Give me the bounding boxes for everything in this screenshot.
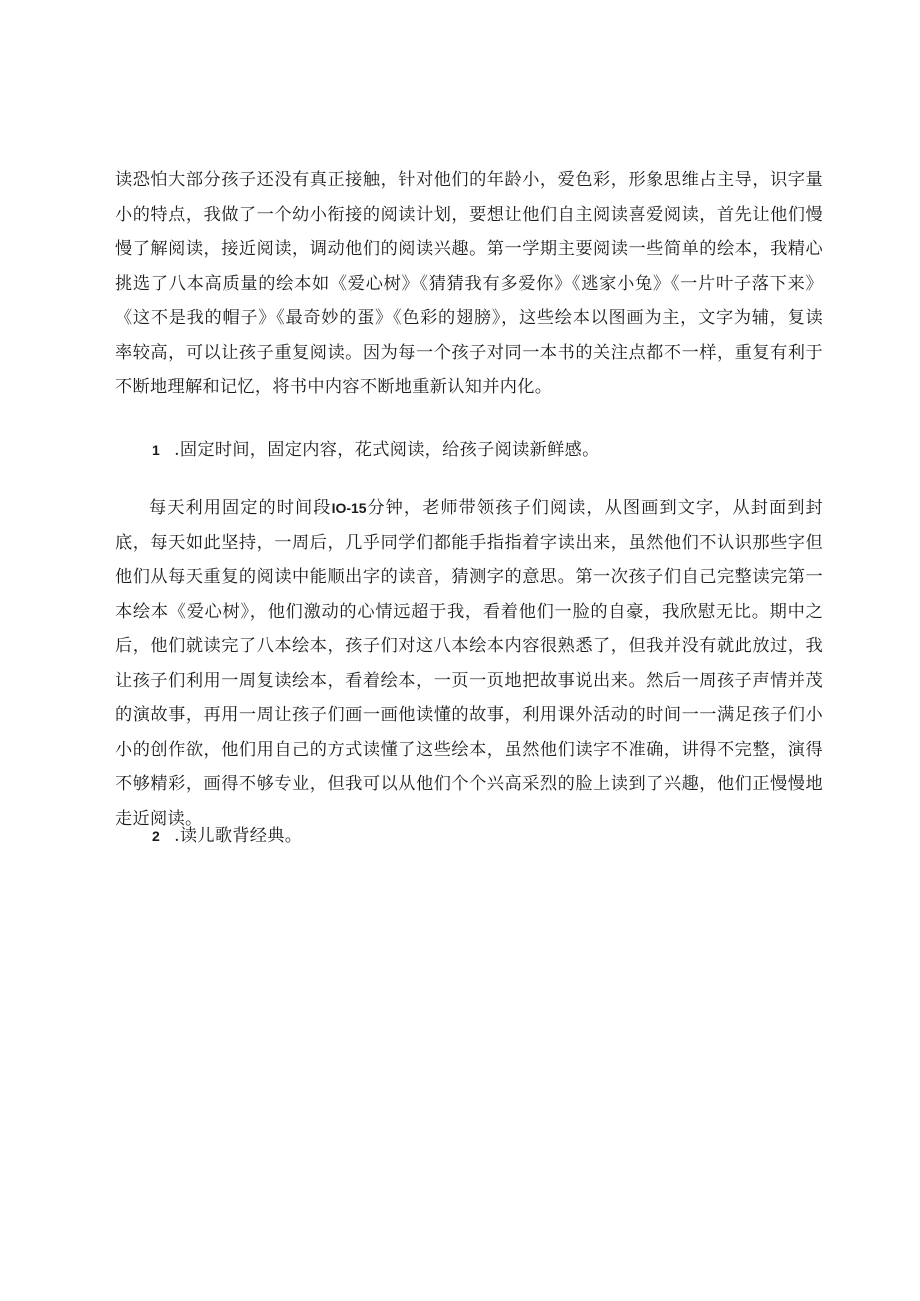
section-heading-1 xyxy=(152,433,600,468)
heading-text: .读儿歌背经典。 xyxy=(174,826,303,846)
body-paragraph-2 xyxy=(115,491,823,836)
time-range-text: IO-15 xyxy=(331,500,367,516)
section-heading-2 xyxy=(152,819,302,854)
body-paragraph-1: 读恐怕大部分孩子还没有真正接触，针对他们的年龄小，爱色彩，形象思维占主导，识字量小的特点，我做了一个幼小衔接的阅读计划，要想让他们自主阅读喜爱阅读，首先让他们慢慢了解阅读，接近阅读，调动他们的阅读兴趣。第一学期主要阅读一些简单的绘本，我精心挑选了八本高质量的绘本如《爱心树》《猜猜我有多爱你》《逃家小兔》《一片叶子落下来》《这不是我的帽子》《最奇妙的蛋》《色彩的翅膀》，这些绘本以图画为主，文字为辅，复读率较高，可以让孩子重复阅读。因为每一个孩子对同一本书的关注点都不一样，重复有利于不断地理解和记忆，将书中内容不断地重新认知并内化。 xyxy=(115,170,823,397)
heading-number: 2 xyxy=(152,828,161,844)
paragraph-text-start: 每天利用固定的时间段 xyxy=(149,498,332,518)
paragraph-text-rest: 分钟，老师带领孩子们阅读，从图画到文字，从封面到封底，每天如此坚持，一周后，几乎同学们都能手指指着字读出来，虽然他们不认识那些字但他们从每天重复的阅读中能顺出字的读音，猜测字的意思。第一次孩子们自己完整读完第一本绘本《爱心树》，他们激动的心情远超于我，看着他们一脸的自豪，我欣慰无比。期中之后，他们就读完了八本绘本，孩子们对这八本绘本内容很熟悉了，但我并没有就此放过，我让孩子们利用一周复读绘本，看着绘本，一页一页地把故事说出来。然后一周孩子声情并茂的演故事，再用一周让孩子们画一画他读懂的故事，利用课外活动的时间一一满足孩子们小小的创作欲，他们用自己的方式读懂了这些绘本，虽然他们读字不准确，讲得不完整，演得不够精彩，画得不够专业，但我可以从他们个个兴高采烈的脸上读到了兴趣，他们正慢慢地走近阅读。 xyxy=(115,498,823,829)
heading-text: .固定时间，固定内容，花式阅读，给孩子阅读新鲜感。 xyxy=(174,440,600,460)
heading-number: 1 xyxy=(152,442,161,458)
